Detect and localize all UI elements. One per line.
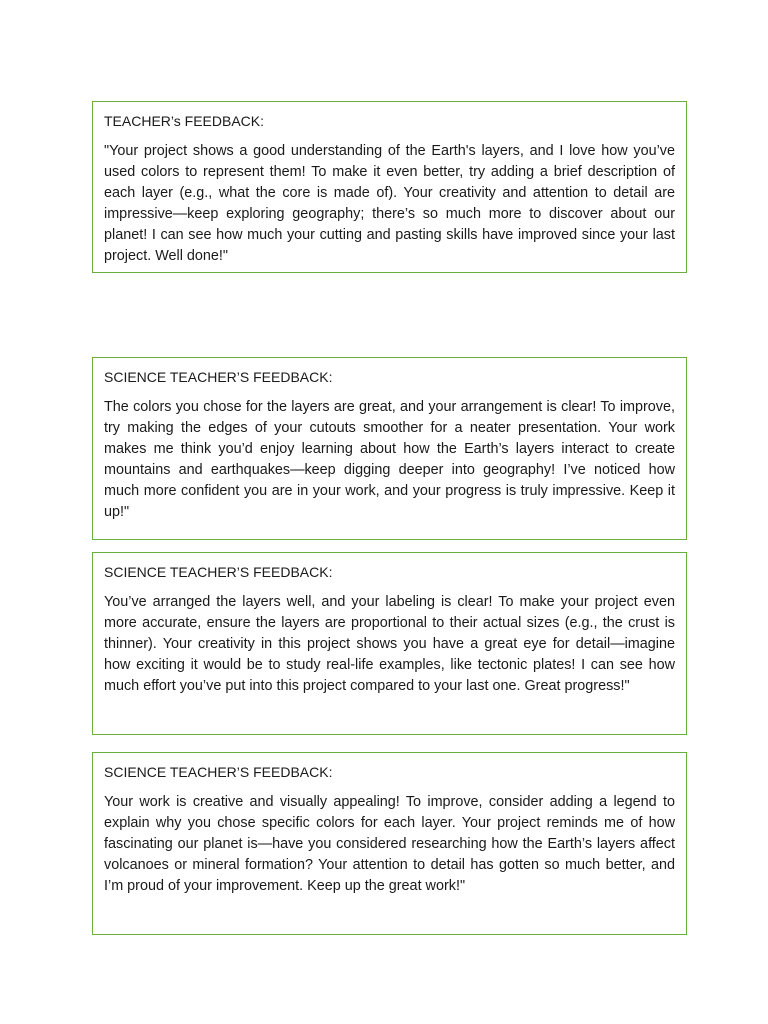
feedback-card-science-teacher-2 xyxy=(92,552,687,735)
feedback-heading: SCIENCE TEACHER’S FEEDBACK: xyxy=(104,369,333,385)
feedback-heading: SCIENCE TEACHER’S FEEDBACK: xyxy=(104,764,333,780)
feedback-text: "Your project shows a good understanding of the Earth's layers, and I love how you’ve used colors to represent them! To make it even better, try adding a brief description of each layer (e.g., what the core is made of). Your creativity and attention to detail are impressive—keep exploring geography; there’s so much more to discover about our planet! I can see how much your cutting and pasting skills have improved since your last project. Well done!" xyxy=(104,143,675,264)
feedback-card-science-teacher-3 xyxy=(92,752,687,935)
feedback-text: You’ve arranged the layers well, and your labeling is clear! To make your project even more accurate, ensure the layers are proportional to their actual sizes (e.g., the crust is thinner). Your creativity in this project shows you have a great eye for detail—imagine how exciting it would be to study real-life examples, like tectonic plates! I can see how much effort you’ve put into this project compared to your last one. Great progress!" xyxy=(104,594,675,694)
feedback-card-teacher xyxy=(92,101,687,273)
feedback-card-science-teacher-1 xyxy=(92,357,687,540)
feedback-heading: TEACHER’s FEEDBACK: xyxy=(104,113,264,129)
feedback-text: The colors you chose for the layers are great, and your arrangement is clear! To improve, try making the edges of your cutouts smoother for a neater presentation. Your work makes me think you’d enjoy learning about how the Earth’s layers interact to create mountains and earthquakes—keep digging deeper into geography! I’ve noticed how much more confident you are in your work, and your progress is truly impressive. Keep it up!" xyxy=(104,399,675,520)
feedback-text: Your work is creative and visually appealing! To improve, consider adding a legend to explain why you chose specific colors for each layer. Your project reminds me of how fascinating our planet is—have you considered researching how the Earth’s layers affect volcanoes or mineral formation? Your attention to detail has gotten so much better, and I’m proud of your improvement. Keep up the great work!" xyxy=(104,794,675,894)
feedback-heading: SCIENCE TEACHER’S FEEDBACK: xyxy=(104,564,333,580)
